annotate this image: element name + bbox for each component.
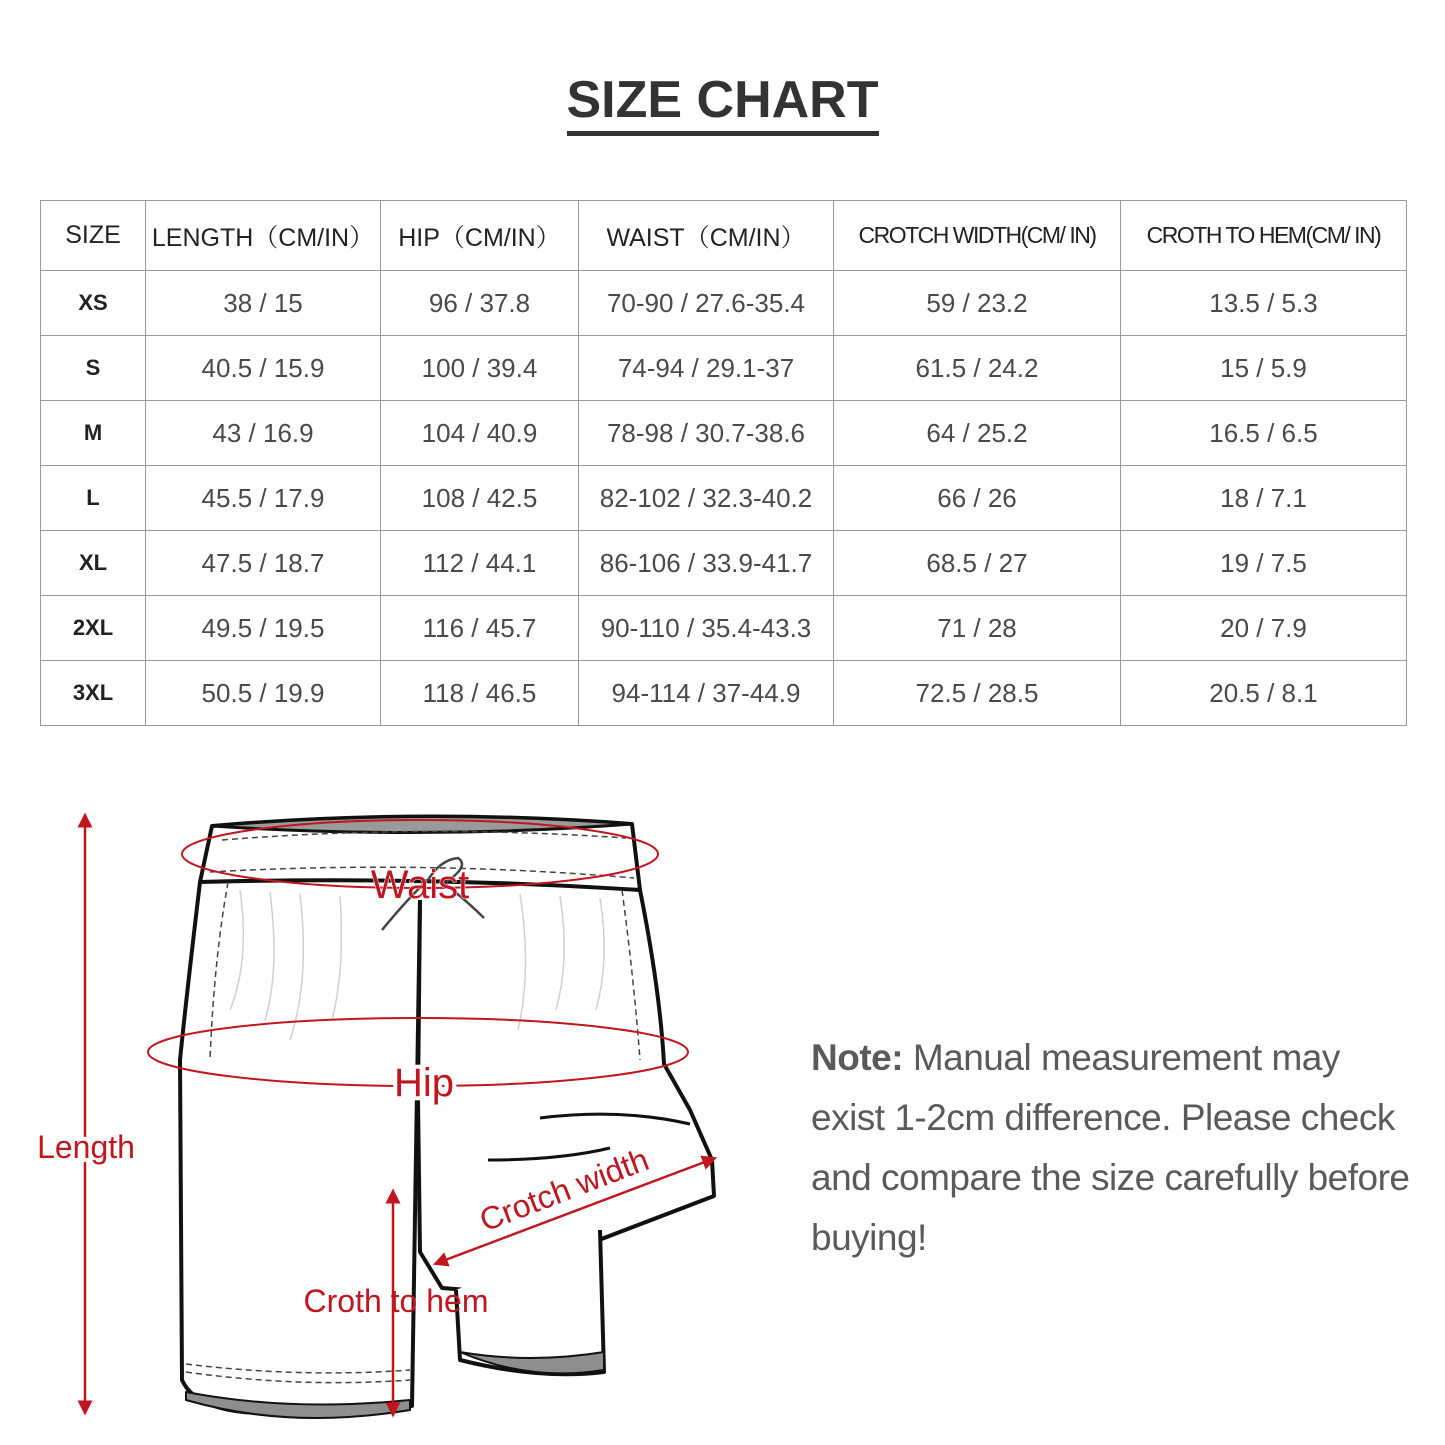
size-cell: XL [41,531,146,596]
header-size: SIZE [41,201,146,271]
table-row [41,596,1407,661]
length-cell: 50.5 / 19.9 [146,661,381,726]
length-cell: 38 / 15 [146,271,381,336]
table-row [41,466,1407,531]
waist-cell: 86-106 / 33.9-41.7 [579,531,834,596]
table-row [41,336,1407,401]
table-header-row [41,201,1407,271]
size-cell: L [41,466,146,531]
hip-cell: 104 / 40.9 [381,401,579,466]
hip-cell: 116 / 45.7 [381,596,579,661]
hip-cell: 112 / 44.1 [381,531,579,596]
waist-cell: 70-90 / 27.6-35.4 [579,271,834,336]
size-cell: M [41,401,146,466]
waist-cell: 94-114 / 37-44.9 [579,661,834,726]
croth-to-hem-cell: 20.5 / 8.1 [1121,661,1407,726]
crotch-width-label: Crotch width [474,1141,654,1239]
waist-cell: 90-110 / 35.4-43.3 [579,596,834,661]
waist-cell: 78-98 / 30.7-38.6 [579,401,834,466]
note-label: Note: [811,1037,904,1078]
header-crotch-width: CROTCH WIDTH(CM/ IN) [834,201,1121,271]
crotch-width-cell: 66 / 26 [834,466,1121,531]
croth-to-hem-cell: 19 / 7.5 [1121,531,1407,596]
waist-label: Waist [370,863,470,907]
size-cell: 3XL [41,661,146,726]
croth-to-hem-cell: 18 / 7.1 [1121,466,1407,531]
size-cell: S [41,336,146,401]
page-title-text: SIZE CHART [567,71,879,136]
hip-cell: 118 / 46.5 [381,661,579,726]
length-cell: 40.5 / 15.9 [146,336,381,401]
crotch-width-cell: 72.5 / 28.5 [834,661,1121,726]
crotch-width-cell: 68.5 / 27 [834,531,1121,596]
table-row [41,661,1407,726]
size-cell: 2XL [41,596,146,661]
header-length: LENGTH（CM/IN） [146,201,381,271]
table-row [41,401,1407,466]
length-cell: 47.5 / 18.7 [146,531,381,596]
croth-to-hem-cell: 16.5 / 6.5 [1121,401,1407,466]
note-text [811,1028,1411,1268]
length-cell: 45.5 / 17.9 [146,466,381,531]
croth-to-hem-cell: 15 / 5.9 [1121,336,1407,401]
length-cell: 43 / 16.9 [146,401,381,466]
crotch-width-cell: 59 / 23.2 [834,271,1121,336]
length-label: Length [37,1129,135,1165]
crotch-width-cell: 71 / 28 [834,596,1121,661]
size-table [40,200,1407,726]
note-body: Manual measurement may exist 1-2cm difference. Please check and compare the size carefully before buying! [811,1037,1410,1258]
croth-to-hem-label: Croth to hem [303,1283,489,1319]
table-row [41,271,1407,336]
hip-cell: 100 / 39.4 [381,336,579,401]
length-cell: 49.5 / 19.5 [146,596,381,661]
crotch-width-cell: 61.5 / 24.2 [834,336,1121,401]
hip-cell: 108 / 42.5 [381,466,579,531]
hip-label: Hip [393,1061,455,1105]
hip-cell: 96 / 37.8 [381,271,579,336]
crotch-width-cell: 64 / 25.2 [834,401,1121,466]
page-title [0,70,1445,130]
table-row [41,531,1407,596]
size-cell: XS [41,271,146,336]
waist-cell: 82-102 / 32.3-40.2 [579,466,834,531]
shorts-measurement-diagram [0,780,780,1440]
waist-cell: 74-94 / 29.1-37 [579,336,834,401]
header-hip: HIP（CM/IN） [381,201,579,271]
header-waist: WAIST（CM/IN） [579,201,834,271]
croth-to-hem-cell: 20 / 7.9 [1121,596,1407,661]
croth-to-hem-cell: 13.5 / 5.3 [1121,271,1407,336]
header-croth-to-hem: CROTH TO HEM(CM/ IN) [1121,201,1407,271]
